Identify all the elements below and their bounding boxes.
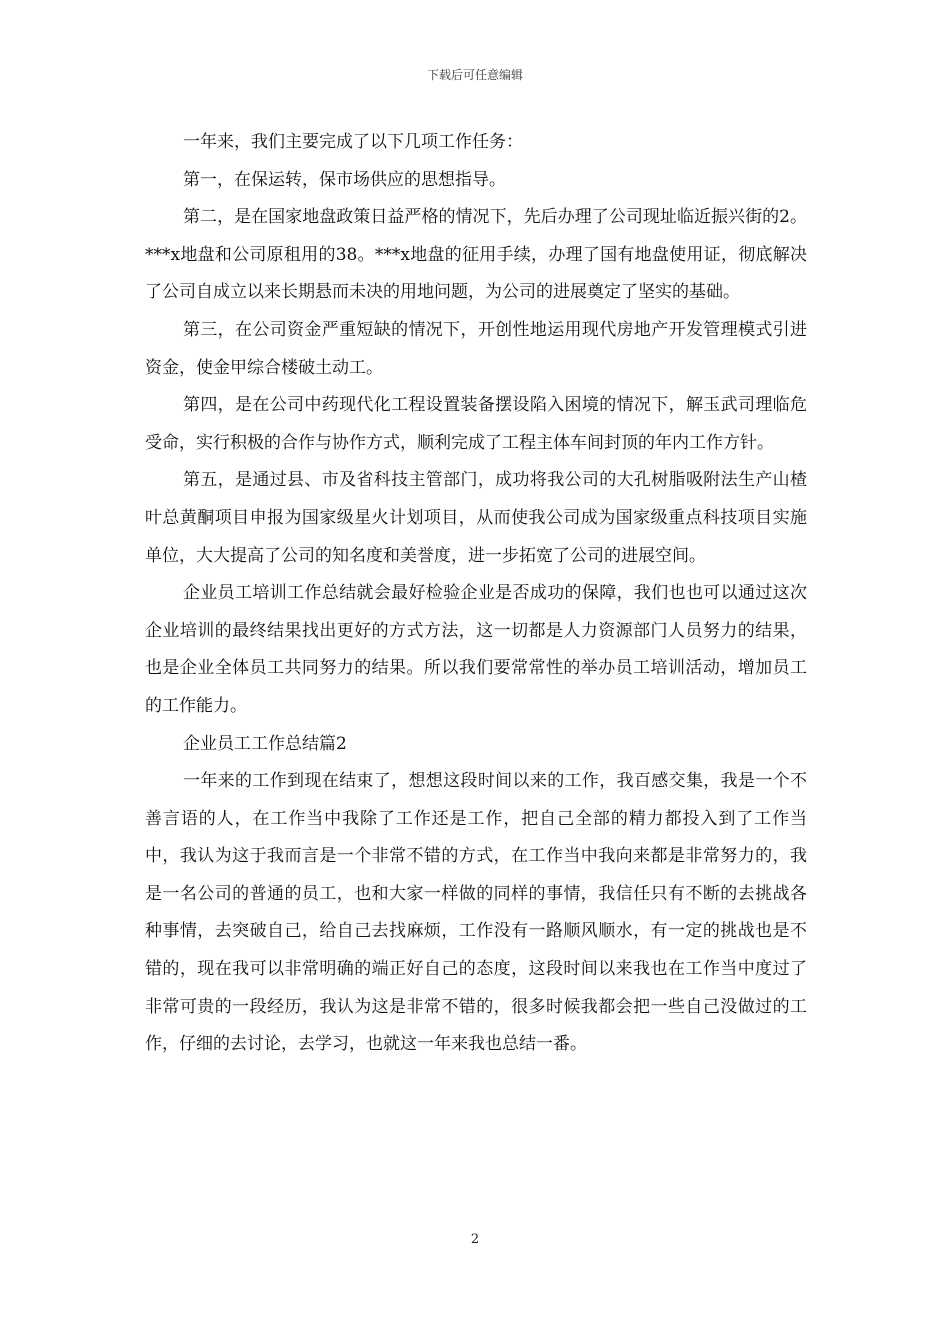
paragraph: 一年来，我们主要完成了以下几项工作任务：	[183, 132, 523, 152]
paragraph: 第三，在公司资金严重短缺的情况下，开创性地运用现代房地产开发管理模式引进资金，使金甲综合楼破土动工。	[145, 319, 807, 378]
document-body	[145, 124, 807, 1064]
paragraph: 企业员工培训工作总结就会最好检验企业是否成功的保障，我们也也可以通过这次企业培训的最终结果找出更好的方式方法，这一切都是人力资源部门人员努力的结果，也是企业全体员工共同努力的结果。所以我们要常常性的举办员工培训活动，增加员工的工作能力。	[145, 583, 807, 716]
page-header: 下载后可任意编辑	[426, 68, 523, 82]
paragraph: 第二，是在国家地盘政策日益严格的情况下，先后办理了公司现址临近振兴街的2。***x地盘和公司原租用的38。***x地盘的征用手续，办理了国有地盘使用证，彻底解决了公司自成立以来长期悬而未决的用地问题，为公司的进展奠定了坚实的基础。	[145, 207, 807, 303]
section-heading: 企业员工工作总结篇2	[183, 733, 347, 754]
paragraph: 第五，是通过县、市及省科技主管部门，成功将我公司的大孔树脂吸附法生产山楂叶总黄酮项目申报为国家级星火计划项目，从而使我公司成为国家级重点科技项目实施单位，大大提高了公司的知名度和美誉度，进一步拓宽了公司的进展空间。	[145, 470, 807, 566]
page-number: 2	[470, 1232, 480, 1247]
paragraph: 第四，是在公司中药现代化工程设置装备摆设陷入困境的情况下，解玉武司理临危受命，实行积极的合作与协作方式，顺利完成了工程主体车间封顶的年内工作方针。	[145, 395, 807, 453]
paragraph: 一年来的工作到现在结束了，想想这段时间以来的工作，我百感交集，我是一个不善言语的人，在工作当中我除了工作还是工作，把自己全部的精力都投入到了工作当中，我认为这于我而言是一个非常不错的方式，在工作当中我向来都是非常努力的，我是一名公司的普通的员工，也和大家一样做的同样的事情，我信任只有不断的去挑战各种事情，去突破自己，给自己去找麻烦，工作没有一路顺风顺水，有一定的挑战也是不错的，现在我可以非常明确的端正好自己的态度，这段时间以来我也在工作当中度过了非常可贵的一段经历，我认为这是非常不错的，很多时候我都会把一些自己没做过的工作，仔细的去讨论，去学习，也就这一年来我也总结一番。	[145, 771, 807, 1055]
paragraph: 第一，在保运转，保市场供应的思想指导。	[183, 169, 506, 190]
